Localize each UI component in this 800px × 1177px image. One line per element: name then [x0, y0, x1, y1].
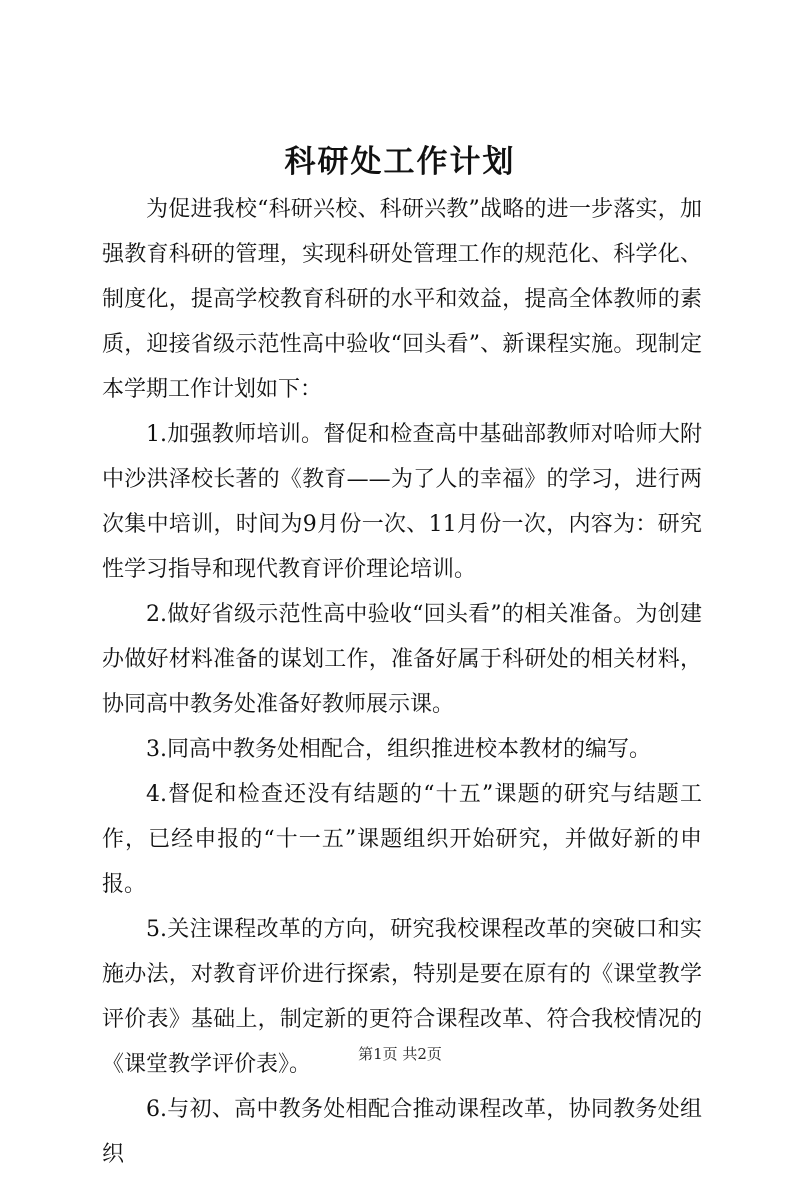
document-body [102, 187, 702, 1177]
item-6-paragraph: 6.与初、高中教务处相配合推动课程改革，协同教务处组织 [102, 1097, 702, 1167]
item-5-paragraph: 5.关注课程改革的方向，研究我校课程改革的突破口和实施办法，对教育评价进行探索，特别是要在原有的《课堂教学评价表》基础上，制定新的更符合课程改革、符合我校情况的《课堂教学评价表》。 [102, 917, 702, 1077]
item-4-paragraph: 4.督促和检查还没有结题的“十五”课题的研究与结题工作，已经申报的“十一五”课题组织开始研究，并做好新的申报。 [102, 782, 702, 897]
item-1-paragraph: 1.加强教师培训。督促和检查高中基础部教师对哈师大附中沙洪泽校长著的《教育——为了人的幸福》的学习，进行两次集中培训，时间为9月份一次、11月份一次，内容为：研究性学习指导和现代教育评价理论培训。 [102, 422, 702, 582]
document-title: 科研处工作计划 [284, 144, 516, 180]
page-number-footer: 第1页 共2页 [358, 1045, 442, 1063]
item-2-paragraph: 2.做好省级示范性高中验收“回头看”的相关准备。为创建办做好材料准备的谋划工作，准备好属于科研处的相关材料，协同高中教务处准备好教师展示课。 [102, 602, 702, 717]
item-3-paragraph: 3.同高中教务处相配合，组织推进校本教材的编写。 [146, 737, 651, 762]
intro-paragraph: 为促进我校“科研兴校、科研兴教”战略的进一步落实，加强教育科研的管理，实现科研处管理工作的规范化、科学化、制度化，提高学校教育科研的水平和效益，提高全体教师的素质，迎接省级示范性高中验收“回头看”、新课程实施。现制定本学期工作计划如下： [102, 197, 702, 402]
